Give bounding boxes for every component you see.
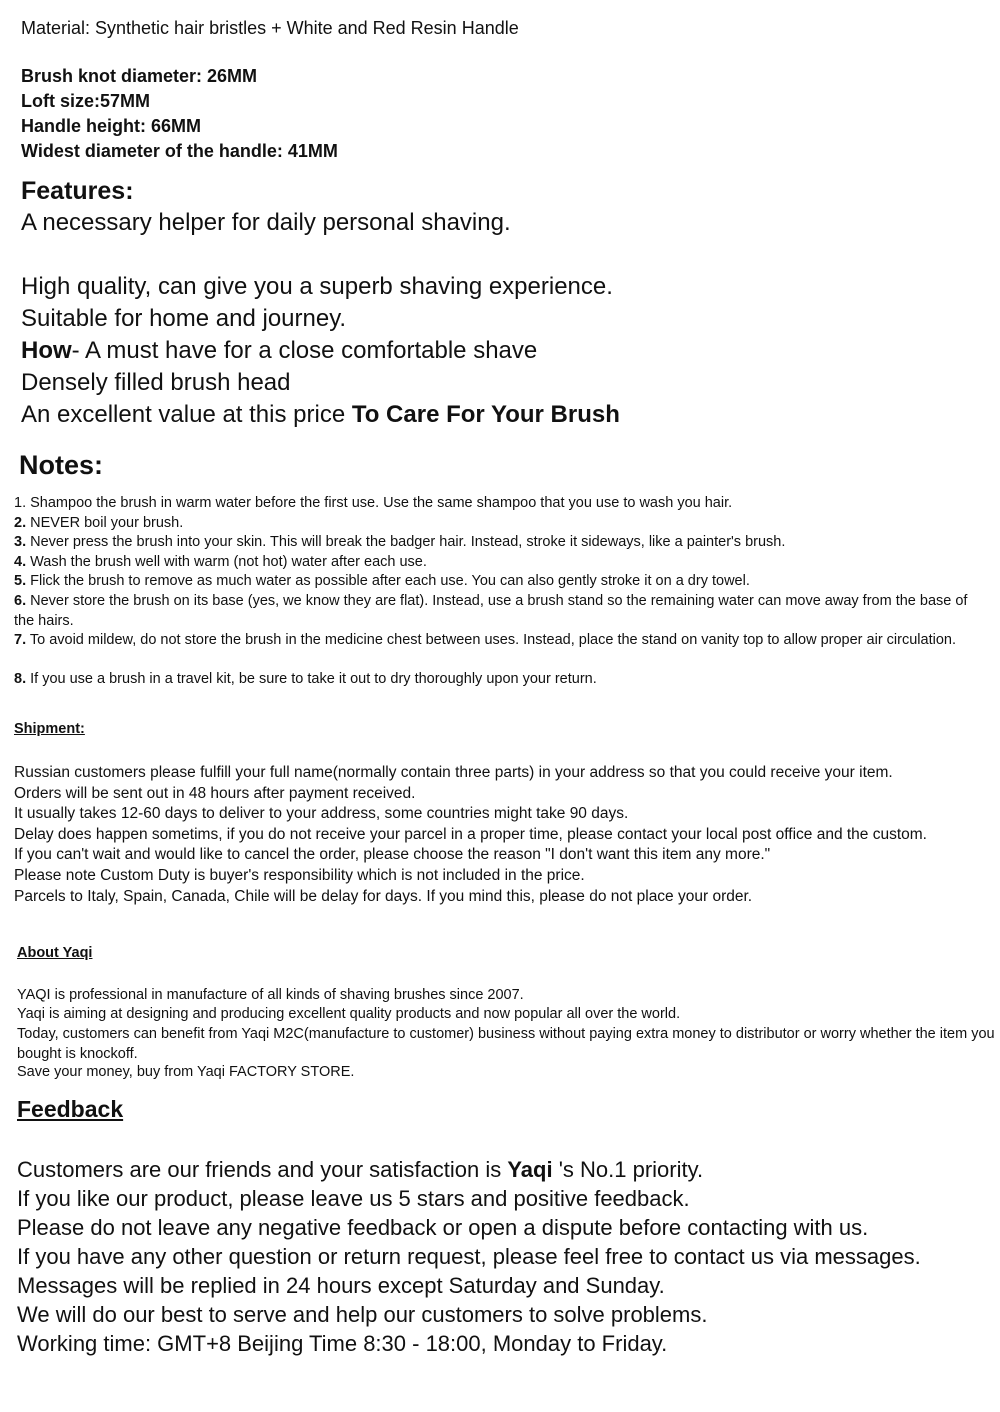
note-number: 5. [14, 573, 27, 589]
shipment-line: Delay does happen sometims, if you do not receive your parcel in a proper time, please contact your local post office and the custom. [14, 826, 927, 843]
feature-line [21, 401, 620, 429]
note-number: 6. [14, 593, 27, 609]
feedback-line: If you like our product, please leave us 5 stars and positive feedback. [17, 1186, 690, 1211]
feedback-title: Feedback [17, 1096, 124, 1122]
note-item [14, 515, 183, 531]
about-line: Save your money, buy from Yaqi FACTORY STORE. [17, 1064, 355, 1080]
note-number: 7. [14, 632, 27, 648]
note-text: NEVER boil your brush. [26, 515, 184, 531]
shipment-line: If you can't wait and would like to cancel the order, please choose the reason "I don't want this item any more." [14, 846, 771, 863]
spec-handle-height: Handle height: 66MM [21, 116, 202, 136]
shipment-line: It usually takes 12-60 days to deliver to your address, some countries might take 90 days. [14, 805, 629, 822]
note-number: 4. [14, 554, 27, 570]
feature-how-text: - A must have for a close comfortable shave [71, 337, 538, 364]
feedback-line: We will do our best to serve and help our customers to solve problems. [17, 1302, 708, 1327]
about-line: YAQI is professional in manufacture of all kinds of shaving brushes since 2007. [17, 987, 524, 1003]
note-item [14, 671, 597, 687]
notes-title: Notes: [19, 450, 104, 480]
note-text: Wash the brush well with warm (not hot) water after each use. [26, 554, 427, 570]
care-heading: To Care For Your Brush [351, 401, 620, 428]
note-text: Never press the brush into your skin. This will break the badger hair. Instead, stroke it sideways, like a painter's brush. [26, 534, 786, 550]
feedback-line: If you have any other question or return request, please feel free to contact us via messages. [17, 1244, 921, 1269]
note-text: To avoid mildew, do not store the brush in the medicine chest between uses. Instead, place the stand on vanity top to allow proper air circulation. [26, 632, 956, 648]
note-text: If you use a brush in a travel kit, be sure to take it out to dry thoroughly upon your return. [26, 671, 597, 687]
shipment-line: Please note Custom Duty is buyer's responsibility which is not included in the price. [14, 867, 585, 884]
note-text: Shampoo the brush in warm water before the first use. Use the same shampoo that you use to wash you hair. [26, 495, 733, 511]
features-title: Features: [21, 177, 134, 205]
feedback-text: Customers are our friends and your satisfaction is [17, 1157, 508, 1182]
shipment-title: Shipment: [14, 721, 85, 737]
feedback-line [17, 1157, 703, 1183]
note-item [14, 573, 750, 589]
material-line: Material: Synthetic hair bristles + White and Red Resin Handle [21, 18, 519, 38]
note-text: Never store the brush on its base (yes, we know they are flat). Instead, use a brush stand so the remaining water can move away from the base of the hairs. [14, 593, 968, 629]
note-number: 8. [14, 671, 27, 687]
spec-knot-diameter: Brush knot diameter: 26MM [21, 66, 258, 86]
feature-line [21, 337, 537, 365]
shipment-line: Parcels to Italy, Spain, Canada, Chile will be delay for days. If you mind this, please do not place your order. [14, 888, 753, 905]
note-number: 1. [14, 495, 27, 511]
note-number: 3. [14, 534, 27, 550]
feedback-brand: Yaqi [507, 1157, 553, 1182]
about-title: About Yaqi [17, 945, 93, 961]
feature-how-bold: How [21, 337, 72, 364]
feedback-line: Messages will be replied in 24 hours except Saturday and Sunday. [17, 1273, 665, 1298]
feature-line: High quality, can give you a superb shaving experience. [21, 273, 613, 300]
note-number: 2. [14, 515, 27, 531]
feedback-line: Please do not leave any negative feedback or open a dispute before contacting with us. [17, 1215, 869, 1240]
feature-value-text: An excellent value at this price [21, 401, 352, 428]
note-text: Flick the brush to remove as much water as possible after each use. You can also gently stroke it on a dry towel. [26, 573, 750, 589]
feature-line: Suitable for home and journey. [21, 305, 347, 332]
feedback-text: 's No.1 priority. [552, 1157, 704, 1182]
feature-line: A necessary helper for daily personal shaving. [21, 209, 511, 236]
shipment-line: Russian customers please fulfill your full name(normally contain three parts) in your address so that you could receive your item. [14, 764, 893, 781]
spec-handle-diameter: Widest diameter of the handle: 41MM [21, 141, 338, 161]
note-item [14, 554, 427, 570]
note-item [14, 534, 785, 550]
note-item [14, 631, 984, 651]
spec-loft-size: Loft size:57MM [21, 91, 151, 111]
note-item [14, 495, 732, 511]
about-line: Today, customers can benefit from Yaqi M2C(manufacture to customer) business without paying extra money to distributor or worry whether the item you bought is knockoff. [17, 1026, 995, 1062]
feature-line: Densely filled brush head [21, 369, 291, 396]
note-item [14, 592, 984, 631]
feedback-line: Working time: GMT+8 Beijing Time 8:30 - 18:00, Monday to Friday. [17, 1331, 668, 1356]
shipment-line: Orders will be sent out in 48 hours after payment received. [14, 785, 416, 802]
about-line: Yaqi is aiming at designing and producing excellent quality products and now popular all over the world. [17, 1006, 681, 1022]
